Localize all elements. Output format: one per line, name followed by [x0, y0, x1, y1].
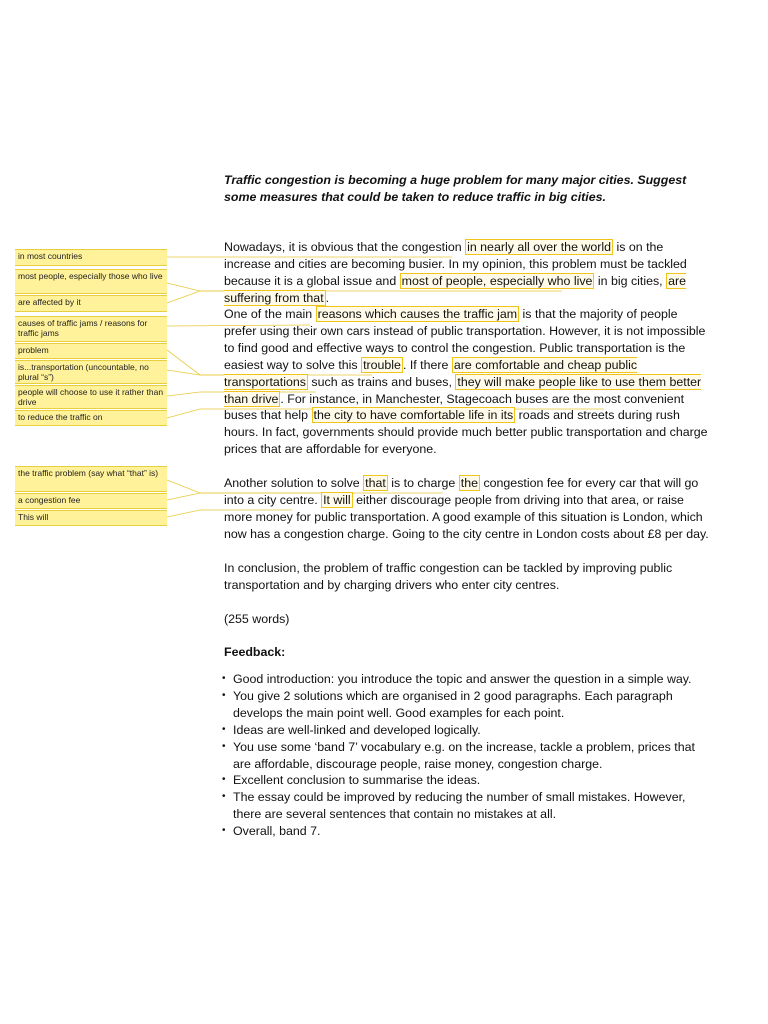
comment-4[interactable]: causes of traffic jams / reasons for traffic jams	[15, 316, 167, 342]
essay-text: .	[325, 290, 330, 305]
essay-question: Traffic congestion is becoming a huge problem for many major cities. Suggest some measures that could be taken to reduce traffic in big cities.	[224, 173, 687, 204]
highlighted-text[interactable]: the	[460, 476, 478, 490]
feedback-item: • Overall, band 7.	[222, 823, 708, 840]
essay-text: is on the increase and cities are becoming busier. In my opinion, this problem must be tackled because it is a global issue and	[224, 240, 687, 288]
highlighted-text[interactable]: they will make people like to use them better than drive	[224, 374, 702, 406]
highlighted-text[interactable]: trouble	[363, 357, 401, 372]
essay-text: congestion fee for every car that will go into a city centre.	[224, 476, 699, 507]
essay-text: is that the majority of people prefer using their own cars instead of public transportation. However, it is not impossible to find good and effective ways to control the congestion. Public transportation is the easiest way to solve this	[224, 307, 706, 372]
essay-text: . For instance, in Manchester, Stagecoach buses are the most convenient buses that help	[224, 391, 685, 423]
essay-text: . If there	[402, 357, 452, 372]
highlighted-text[interactable]: that	[365, 476, 386, 490]
feedback-item: • You give 2 solutions which are organised in 2 good paragraphs. Each paragraph develops the main point well. Good examples for each point.	[222, 688, 708, 722]
comment-8[interactable]: to reduce the traffic on	[15, 410, 167, 426]
highlighted-text[interactable]: most of people, especially who live	[401, 273, 593, 288]
comment-6[interactable]: is...transportation (uncountable, no plural “s”)	[15, 360, 167, 384]
comment-9[interactable]: the traffic problem (say what “that” is)	[15, 466, 167, 492]
comment-10[interactable]: a congestion fee	[15, 493, 167, 509]
highlighted-text[interactable]: in nearly all over the world	[467, 240, 612, 254]
comment-2[interactable]: most people, especially those who live	[15, 269, 167, 294]
essay-text: One of the main	[224, 307, 316, 321]
paragraph-body-2	[224, 475, 710, 543]
paragraph-body-1	[224, 306, 710, 458]
feedback-item: • Good introduction: you introduce the topic and answer the question in a simple way.	[222, 671, 708, 688]
feedback-list	[222, 671, 708, 840]
comment-11[interactable]: This will	[15, 510, 167, 526]
paragraph-introduction	[224, 239, 710, 307]
highlighted-text[interactable]: It will	[323, 492, 351, 507]
essay-text: either discourage people from driving into that area, or raise more money for public transportation. A good example of this situation is London, which now has a congestion charge. Going to the city centre in London costs about £8 per day.	[224, 492, 709, 541]
essay-text: is to charge	[387, 476, 459, 490]
feedback-item: • The essay could be improved by reducing the number of small mistakes. However, there are several sentences that contain no mistakes at all.	[222, 789, 708, 823]
feedback-item: • Excellent conclusion to summarise the ideas.	[222, 772, 708, 789]
word-count: (255 words)	[224, 612, 290, 626]
feedback-item: • Ideas are well-linked and developed logically.	[222, 722, 708, 739]
essay-text: Nowadays, it is obvious that the congestion	[224, 240, 466, 254]
highlighted-text[interactable]: the city to have comfortable life in its	[313, 408, 514, 423]
highlighted-text[interactable]: are comfortable and cheap public transportations	[224, 357, 638, 389]
highlighted-text[interactable]: are suffering from that	[224, 273, 686, 305]
essay-text: such as trains and buses,	[307, 374, 456, 389]
essay-text: in big cities,	[594, 273, 667, 288]
comment-5[interactable]: problem	[15, 343, 167, 359]
essay-text: Another solution to solve	[224, 476, 364, 490]
paragraph-conclusion: In conclusion, the problem of traffic congestion can be tackled by improving public transportation and by charging drivers who enter city centres.	[224, 561, 673, 592]
highlighted-text[interactable]: reasons which causes the traffic jam	[317, 307, 518, 321]
comment-3[interactable]: are affected by it	[15, 295, 167, 312]
comment-7[interactable]: people will choose to use it rather than drive	[15, 385, 167, 409]
essay-text: roads and streets during rush hours. In fact, governments should provide much better public transportation and charge prices that are affordable for everyone.	[224, 408, 708, 457]
feedback-item: • You use some ‘band 7’ vocabulary e.g. on the increase, tackle a problem, prices that are affordable, discourage people, raise money, congestion charge.	[222, 739, 708, 773]
feedback-title: Feedback:	[224, 645, 286, 659]
comment-1[interactable]: in most countries	[15, 249, 167, 266]
